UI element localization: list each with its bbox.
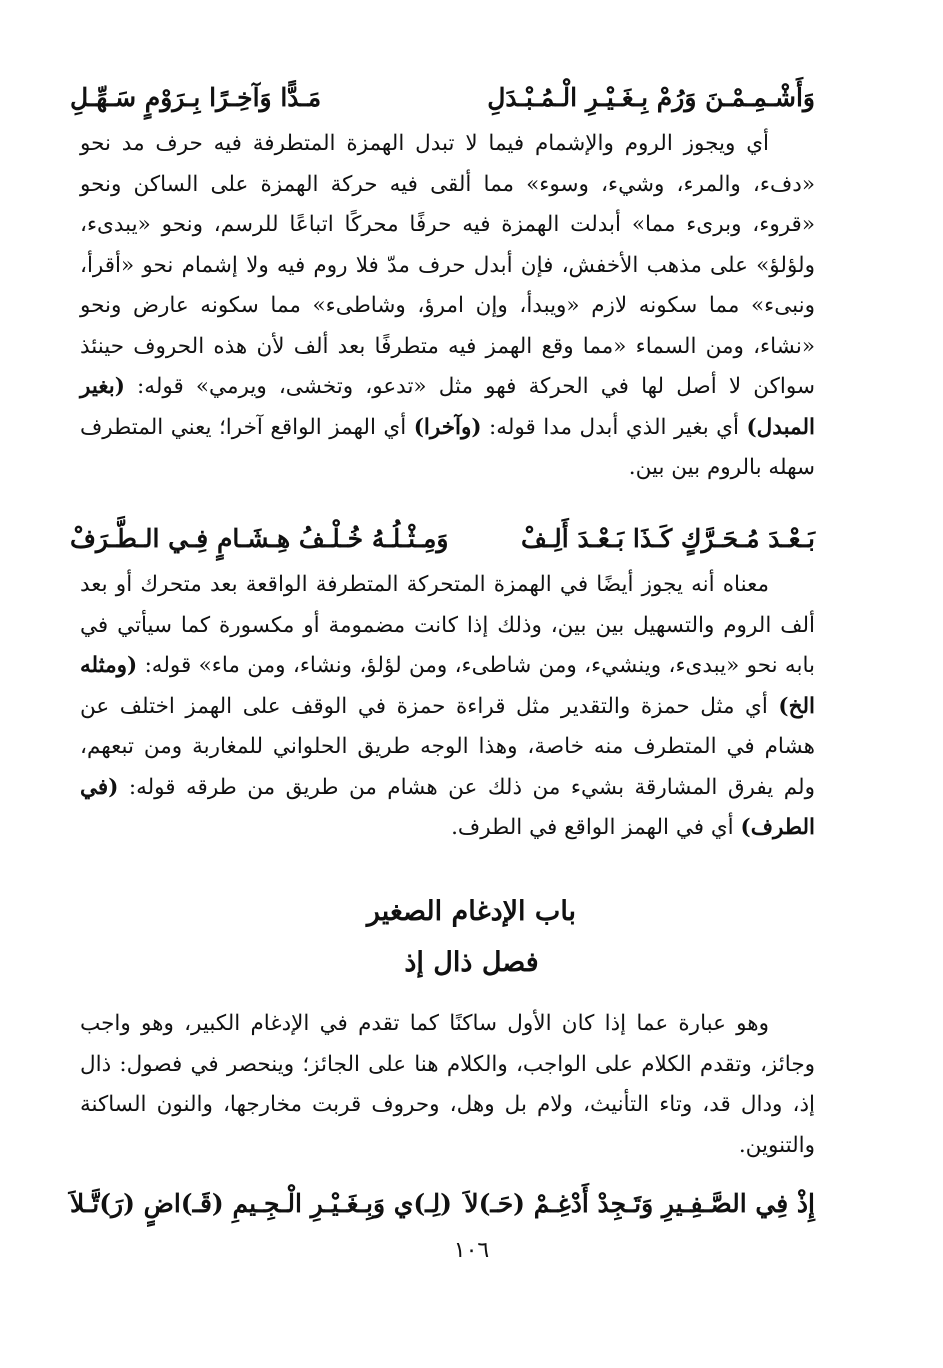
quoted-term: (في الطرف) [80,774,815,840]
verse-1-right-hemistich: وَأَشْـمِـمْـنَ وَرُمْ بِـغَـيْـرِ الْـمُـبْـدَلِ [487,83,815,112]
verse-1-left-hemistich: مَـدًّا وَآخِـرًا بِـرَوْمٍ سَـهِّـلِ [70,83,322,112]
commentary-paragraph-1 [80,124,815,489]
verse-3-right-hemistich: إِذْ فِي الصَّـفِـيرِ وَتَـجِدْ أَدْغِـمْ (حَـ)لاَ [464,1189,815,1218]
verse-3-left-hemistich: (لِـ)ي وَبِـغَـيْـرِ الْـجِـيمِ (قَـ)اضٍ (رَ)تَّـلاَ [70,1189,452,1218]
commentary-paragraph-3 [80,1004,815,1166]
quoted-term: (بغير المبدل) [80,374,816,440]
quoted-term: (ومثله الخ) [80,653,815,719]
verse-2-left-hemistich: وَمِـثْـلُـهُ خُـلْـفُ هِـشَـامٍ فِـي الـطَّـرَفْ [70,524,449,553]
commentary-1-text: أي ويجوز الروم والإشمام فيما لا تبدل الهمزة المتطرفة فيه حرف مد نحو «دفء، والمرء، وشيء، وسوء» مما ألقى فيه حركة الهمزة على الساكن ونحو «قروء، وبرىء مما» أبدلت الهمزة فيه حرفًا محركًا اتباعًا للرسم، ونحو «يبدىء، ولؤلؤ» على مذهب الأخفش، فإن أبدل حرف مدّ فلا روم فيه ولا إشمام نحو «أقرأ، ونبىء» مما سكونه لازم «ويبدأ، وإن امرؤ، وشاطىء» مما سكونه عارض ونحو «نشاء، ومن السماء «مما وقع الهمز فيه متطرفًا بعد ألف لأن هذه الحروف حينئذ سواكن لا أصل لها في الحركة فهو مثل «تدعو، وتخشى، ويرمي» قوله: (بغير المبدل) أي بغير الذي أبدل مدا قوله: (وآخرا) أي الهمز الواقع آخرا؛ يعني المتطرف سهله بالروم بين بين. [80,131,816,480]
commentary-2-text: معناه أنه يجوز أيضًا في الهمزة المتحركة المتطرفة الواقعة بعد متحرك أو بعد ألف الروم والتسهيل بين بين، وذلك إذا كانت مضمومة أو مكسورة كما سيأتي في بابه نحو «يبدىء، وينشيء، ومن شاطىء، ومن لؤلؤ، ونشاء، ومن ماء» قوله: (ومثله الخ) أي مثل حمزة والتقدير مثل قراءة حمزة في الوقف على الهمز اختلف عن هشام في المتطرف منه خاصة، وهذا الوجه طريق الحلواني للمغاربة ومن تبعهم، ولم يفرق المشارقة بشيء من ذلك عن هشام من طريق من طرقه قوله: (في الطرف) أي في الهمز الواقع في الطرف. [80,572,815,840]
commentary-3-text: وهو عبارة عما إذا كان الأول ساكنًا كما تقدم في الإدغام الكبير، وهو واجب وجائز، وتقدم الكلام على الواجب، والكلام هنا على الجائز؛ وينحصر في فصول: ذال إذ، ودال قد، وتاء التأنيث، ولام بل وهل، وحروف قربت مخارجها، والنون الساكنة والتنوين. [80,1011,815,1158]
commentary-paragraph-2 [80,565,815,849]
page-number: ١٠٦ [453,1238,490,1263]
quoted-term: (وآخرا) [413,414,482,440]
chapter-heading: باب الإدغام الصغير [366,896,577,927]
verse-2-right-hemistich: بَـعْـدَ مُـحَـرَّكٍ كَـذَا بَـعْـدَ أَلِـفْ [520,524,815,553]
section-heading: فصل ذال إذ [404,947,539,978]
poem-verse-2 [70,519,815,559]
poem-verse-1 [70,78,815,118]
poem-verse-3 [70,1184,815,1224]
